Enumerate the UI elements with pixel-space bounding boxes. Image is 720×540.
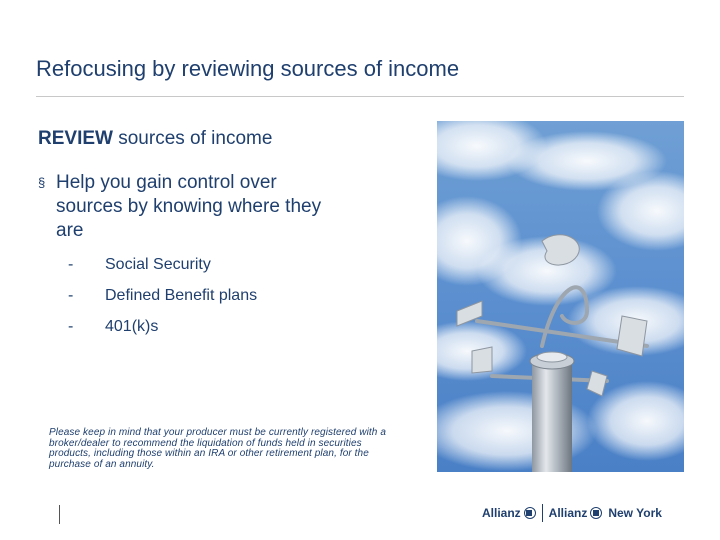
section-heading <box>38 128 272 150</box>
slide-title: Refocusing by reviewing sources of income <box>36 56 460 81</box>
logo-separator <box>542 504 543 522</box>
title-divider <box>36 96 684 97</box>
weathervane-sky-photo-icon <box>437 121 684 472</box>
allianz-ny-logo-text: Allianz <box>548 506 588 520</box>
section-heading-bold: REVIEW <box>38 128 113 149</box>
footer-bar <box>59 505 60 524</box>
allianz-eagle-icon <box>524 507 536 519</box>
main-bullet <box>38 171 338 243</box>
bullet-marker: § <box>38 175 46 190</box>
list-item-label: Defined Benefit plans <box>105 287 258 304</box>
footer-logos <box>482 502 686 524</box>
list-dash: - <box>68 256 74 273</box>
list-dash: - <box>68 318 74 335</box>
weathervane-photo <box>437 121 684 472</box>
allianz-eagle-icon <box>590 507 602 519</box>
disclaimer-text: Please keep in mind that your producer must be currently registered with a broker/dealer to recommend the liquidation of funds held in securities products, including those within an IRA or other retirement plan, for the purchase of an annuity. <box>49 427 387 470</box>
list-dash: - <box>68 287 74 304</box>
allianz-logo-text: Allianz <box>482 506 521 520</box>
section-heading-rest: sources of income <box>112 128 273 149</box>
bullet-text: Help you gain control over sources by knowing where they are <box>56 172 322 241</box>
list-item-label: Social Security <box>105 256 211 273</box>
allianz-ny-suffix: New York <box>608 506 662 520</box>
list-item-label: 401(k)s <box>105 318 159 335</box>
